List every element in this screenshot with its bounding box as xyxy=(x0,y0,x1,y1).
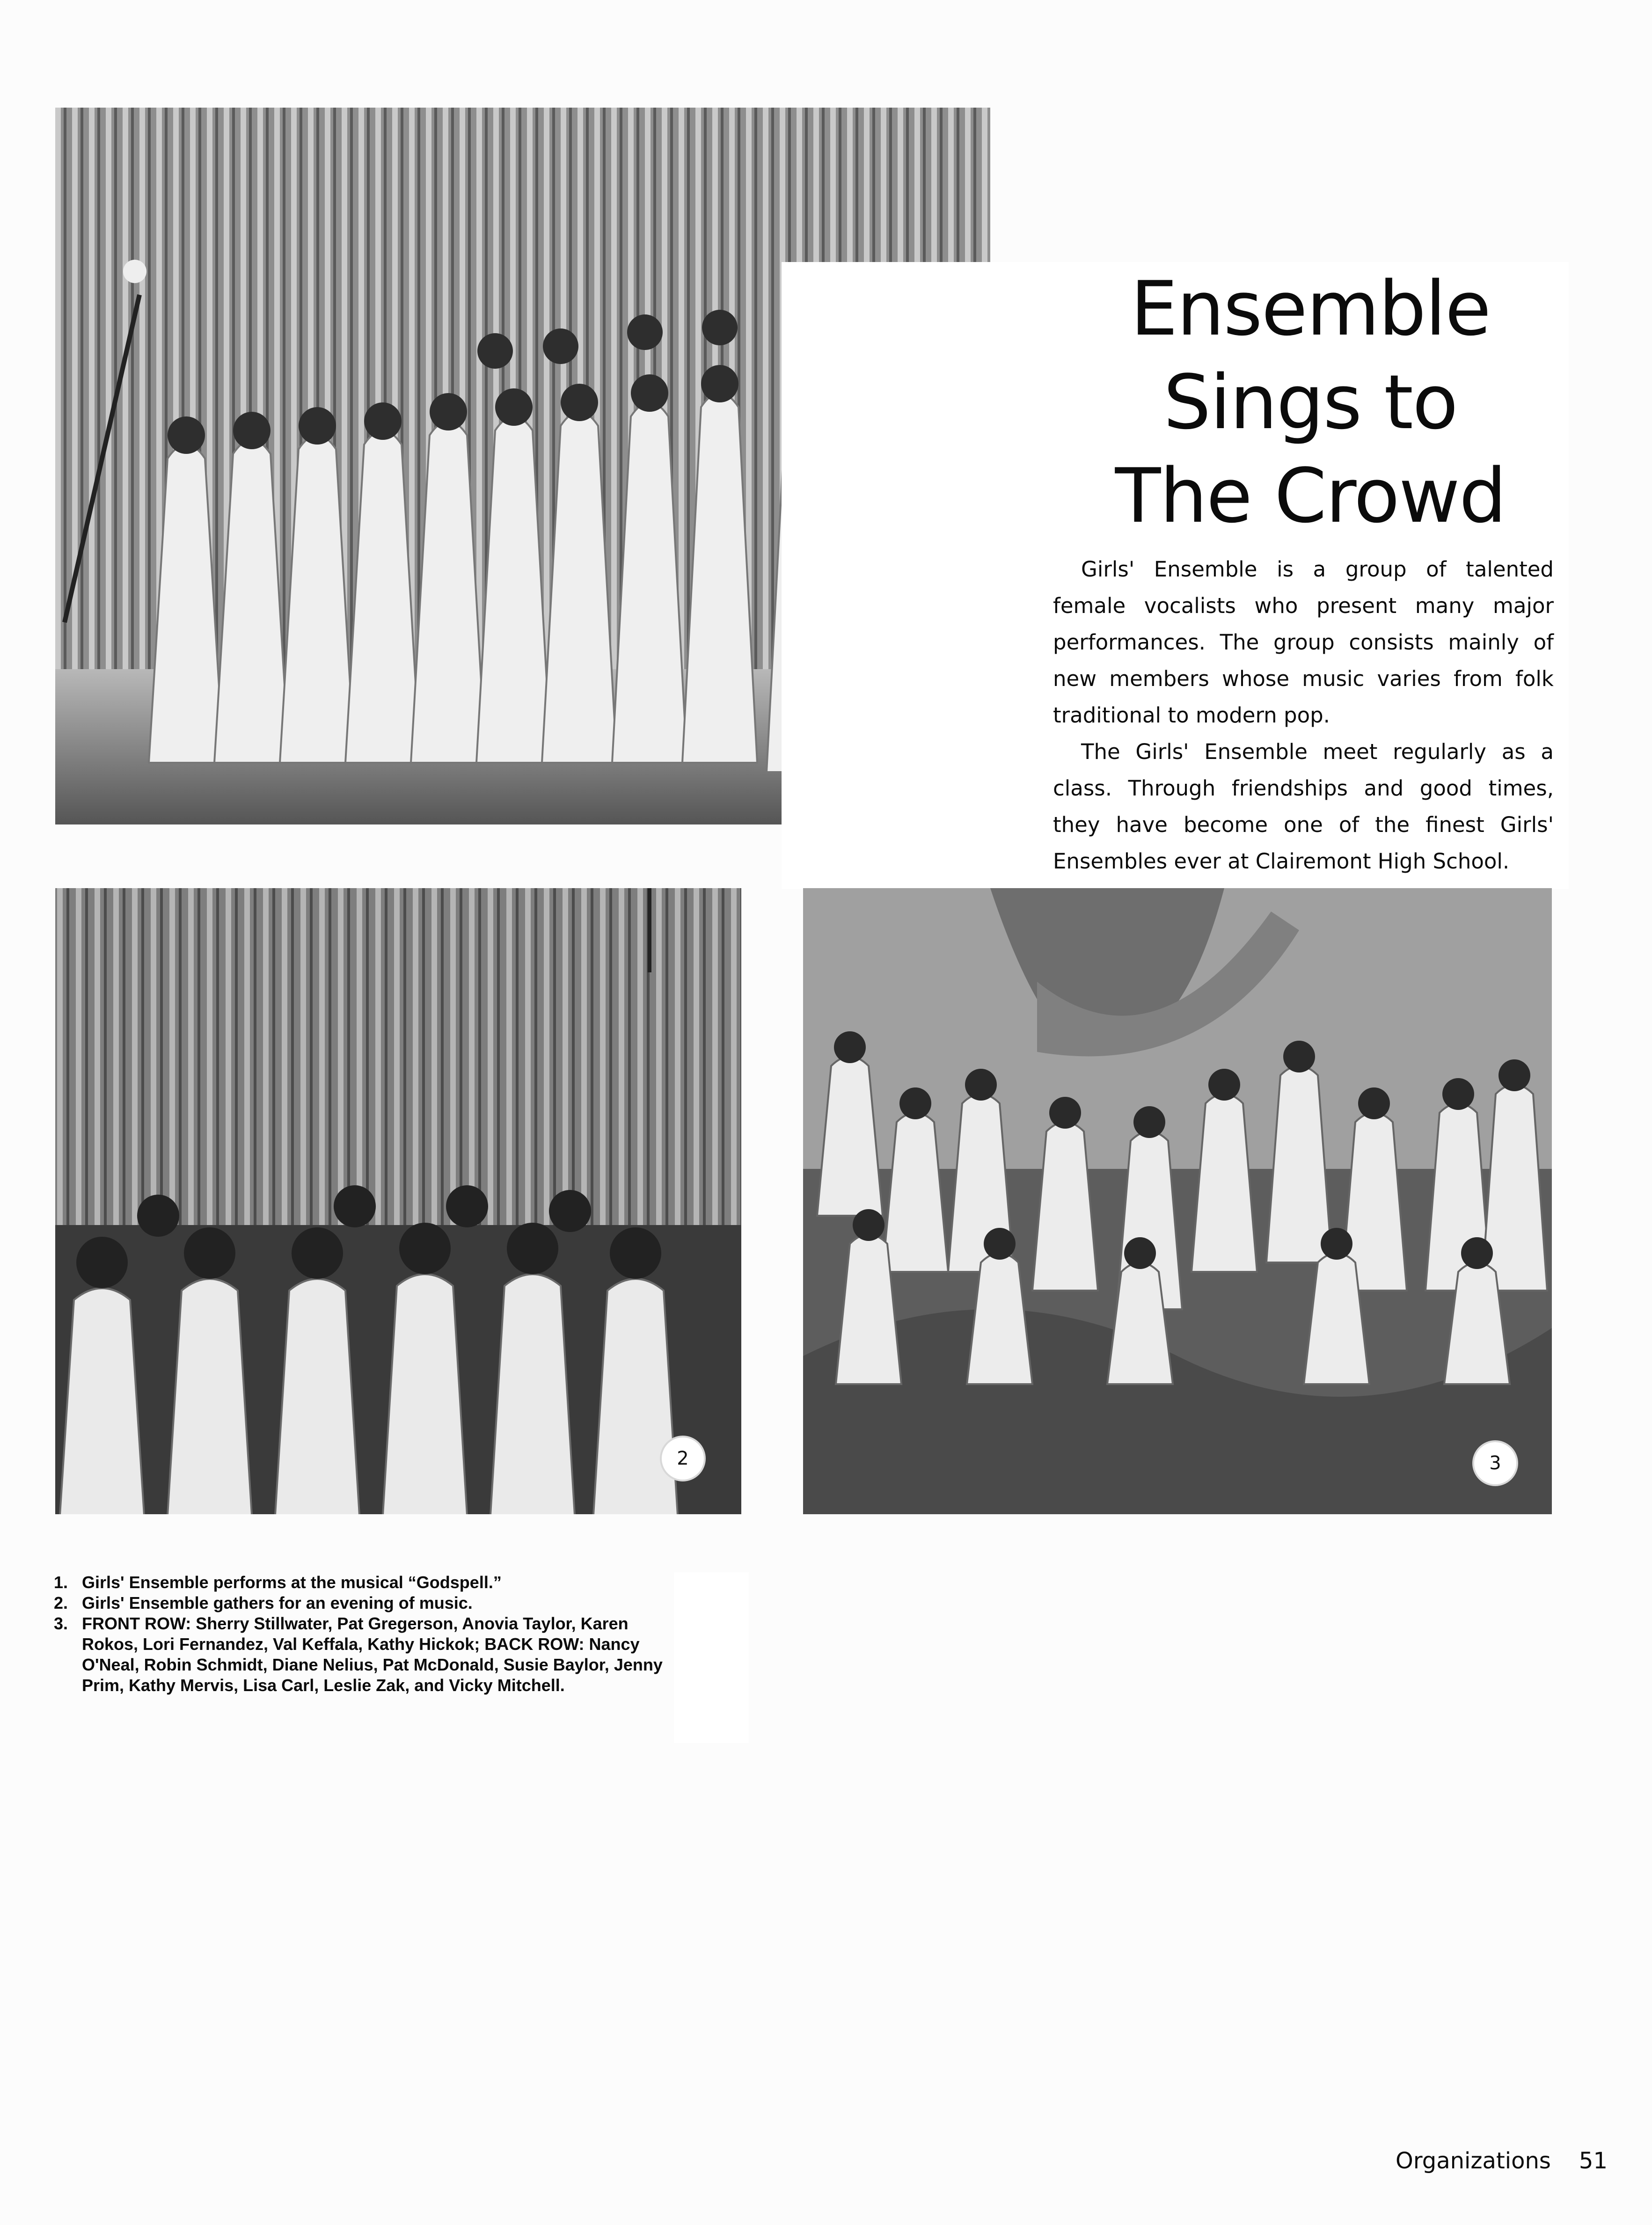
section-name: Organizations xyxy=(1396,2148,1551,2174)
body-paragraph-2: The Girls' Ensemble meet regularly as a class. Through friendships and good times, they have become one of the finest Girls' Ensembles ever at Clairemont High School. xyxy=(1053,739,1554,874)
photo-3-number-badge: 3 xyxy=(1472,1440,1518,1486)
body-paragraph-1: Girls' Ensemble is a group of talented female vocalists who present many major performances. The group consists mainly of new members whose music varies from folk traditional to modern pop. xyxy=(1053,557,1554,728)
title-line-3: The Crowd xyxy=(1115,452,1506,540)
page-folio xyxy=(1396,2148,1608,2174)
caption-3-number: 3. xyxy=(54,1614,68,1633)
caption-2 xyxy=(54,1593,681,1613)
title-line-2: Sings to xyxy=(1163,358,1457,446)
title-line-1: Ensemble xyxy=(1130,265,1491,352)
photo-2-evening-concert xyxy=(55,888,741,1514)
photo-captions xyxy=(54,1572,681,1696)
caption-1-text: Girls' Ensemble performs at the musical “Godspell.” xyxy=(82,1573,502,1592)
caption-1-number: 1. xyxy=(54,1573,68,1592)
caption-3 xyxy=(54,1613,681,1696)
caption-panel xyxy=(674,1572,749,1743)
photo-2-number-badge: 2 xyxy=(660,1436,706,1481)
caption-3-text: FRONT ROW: Sherry Stillwater, Pat Gregerson, Anovia Taylor, Karen Rokos, Lori Fernandez, Val Keffala, Kathy Hickok; BACK ROW: Nancy O'Neal, Robin Schmidt, Diane Nelius, Pat McDonald, Susie Baylor, Jenny Prim, Kathy Mervis, Lisa Carl, Leslie Zak, and Vicky Mitchell. xyxy=(82,1614,663,1695)
photo-3-image xyxy=(803,888,1552,1514)
caption-2-number: 2. xyxy=(54,1593,68,1612)
page-number: 51 xyxy=(1579,2148,1608,2174)
photo-2-image xyxy=(55,888,741,1514)
photo-3-group-under-tree xyxy=(803,888,1552,1514)
caption-1 xyxy=(54,1572,681,1593)
article-body xyxy=(1053,551,1554,880)
page-title xyxy=(997,262,1624,543)
caption-2-text: Girls' Ensemble gathers for an evening of music. xyxy=(82,1593,473,1612)
